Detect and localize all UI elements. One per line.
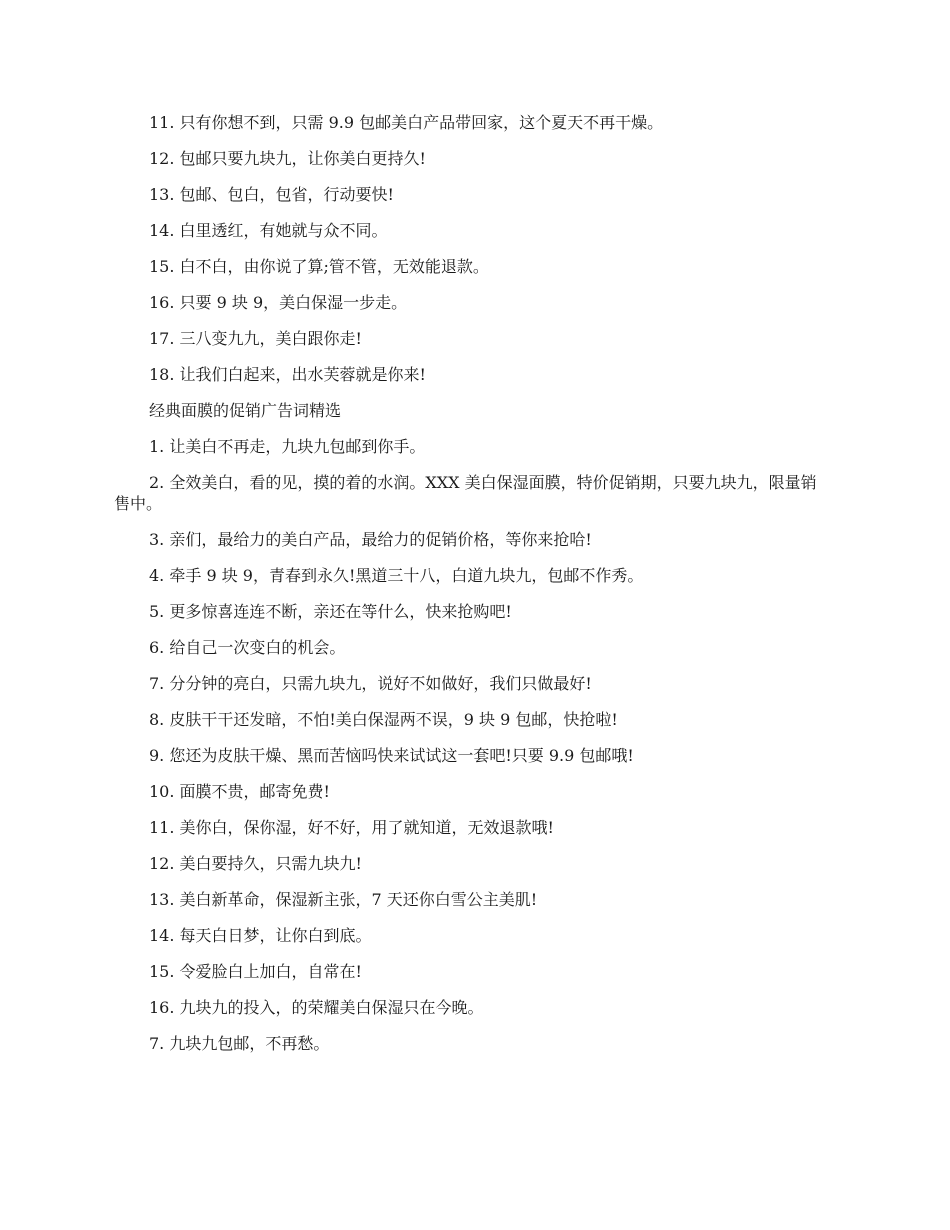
list-item: 9. 您还为皮肤干燥、黑而苦恼吗快来试试这一套吧!只要 9.9 包邮哦!: [149, 746, 634, 765]
list-item: 8. 皮肤干干还发暗，不怕!美白保湿两不误，9 块 9 包邮，快抢啦!: [149, 710, 618, 729]
list-item: 10. 面膜不贵，邮寄免费!: [149, 782, 330, 801]
list-item: 14. 白里透红，有她就与众不同。: [149, 221, 388, 240]
list-item: 11. 美你白，保你湿，好不好，用了就知道，无效退款哦!: [149, 818, 554, 837]
list-item: 7. 分分钟的亮白，只需九块九，说好不如做好，我们只做最好!: [149, 674, 592, 693]
list-item: 15. 白不白，由你说了算;管不管，无效能退款。: [149, 257, 489, 276]
list-item: 6. 给自己一次变白的机会。: [149, 638, 346, 657]
list-item: 16. 只要 9 块 9，美白保湿一步走。: [149, 293, 408, 312]
list-item: 17. 三八变九九，美白跟你走!: [149, 329, 362, 348]
list-item: 16. 九块九的投入，的荣耀美白保湿只在今晚。: [149, 998, 484, 1017]
list-item: 15. 令爱脸白上加白，自常在!: [149, 962, 362, 981]
document-body: [114, 112, 830, 1069]
list-item: 4. 牵手 9 块 9，青春到永久!黑道三十八，白道九块九，包邮不作秀。: [149, 566, 644, 585]
list-item: 3. 亲们，最给力的美白产品，最给力的促销价格，等你来抢哈!: [149, 530, 592, 549]
list-item: 1. 让美白不再走，九块九包邮到你手。: [149, 437, 426, 456]
list-item: 18. 让我们白起来，出水芙蓉就是你来!: [149, 365, 426, 384]
list-item: 12. 美白要持久，只需九块九!: [149, 854, 362, 873]
list-item: 7. 九块九包邮，不再愁。: [149, 1034, 330, 1053]
list-item: 12. 包邮只要九块九，让你美白更持久!: [149, 149, 426, 168]
list-item: 14. 每天白日梦，让你白到底。: [149, 926, 372, 945]
list-item: 13. 美白新革命，保湿新主张，7 天还你白雪公主美肌!: [149, 890, 538, 909]
list-item: 11. 只有你想不到，只需 9.9 包邮美白产品带回家，这个夏天不再干燥。: [149, 113, 664, 132]
section-heading: 经典面膜的促销广告词精选: [149, 401, 342, 420]
list-item: 2. 全效美白，看的见，摸的着的水润。XXX 美白保湿面膜，特价促销期，只要九块九，限量销售中。: [114, 473, 817, 513]
list-item: 5. 更多惊喜连连不断，亲还在等什么，快来抢购吧!: [149, 602, 512, 621]
list-item: 13. 包邮、包白，包省，行动要快!: [149, 185, 394, 204]
